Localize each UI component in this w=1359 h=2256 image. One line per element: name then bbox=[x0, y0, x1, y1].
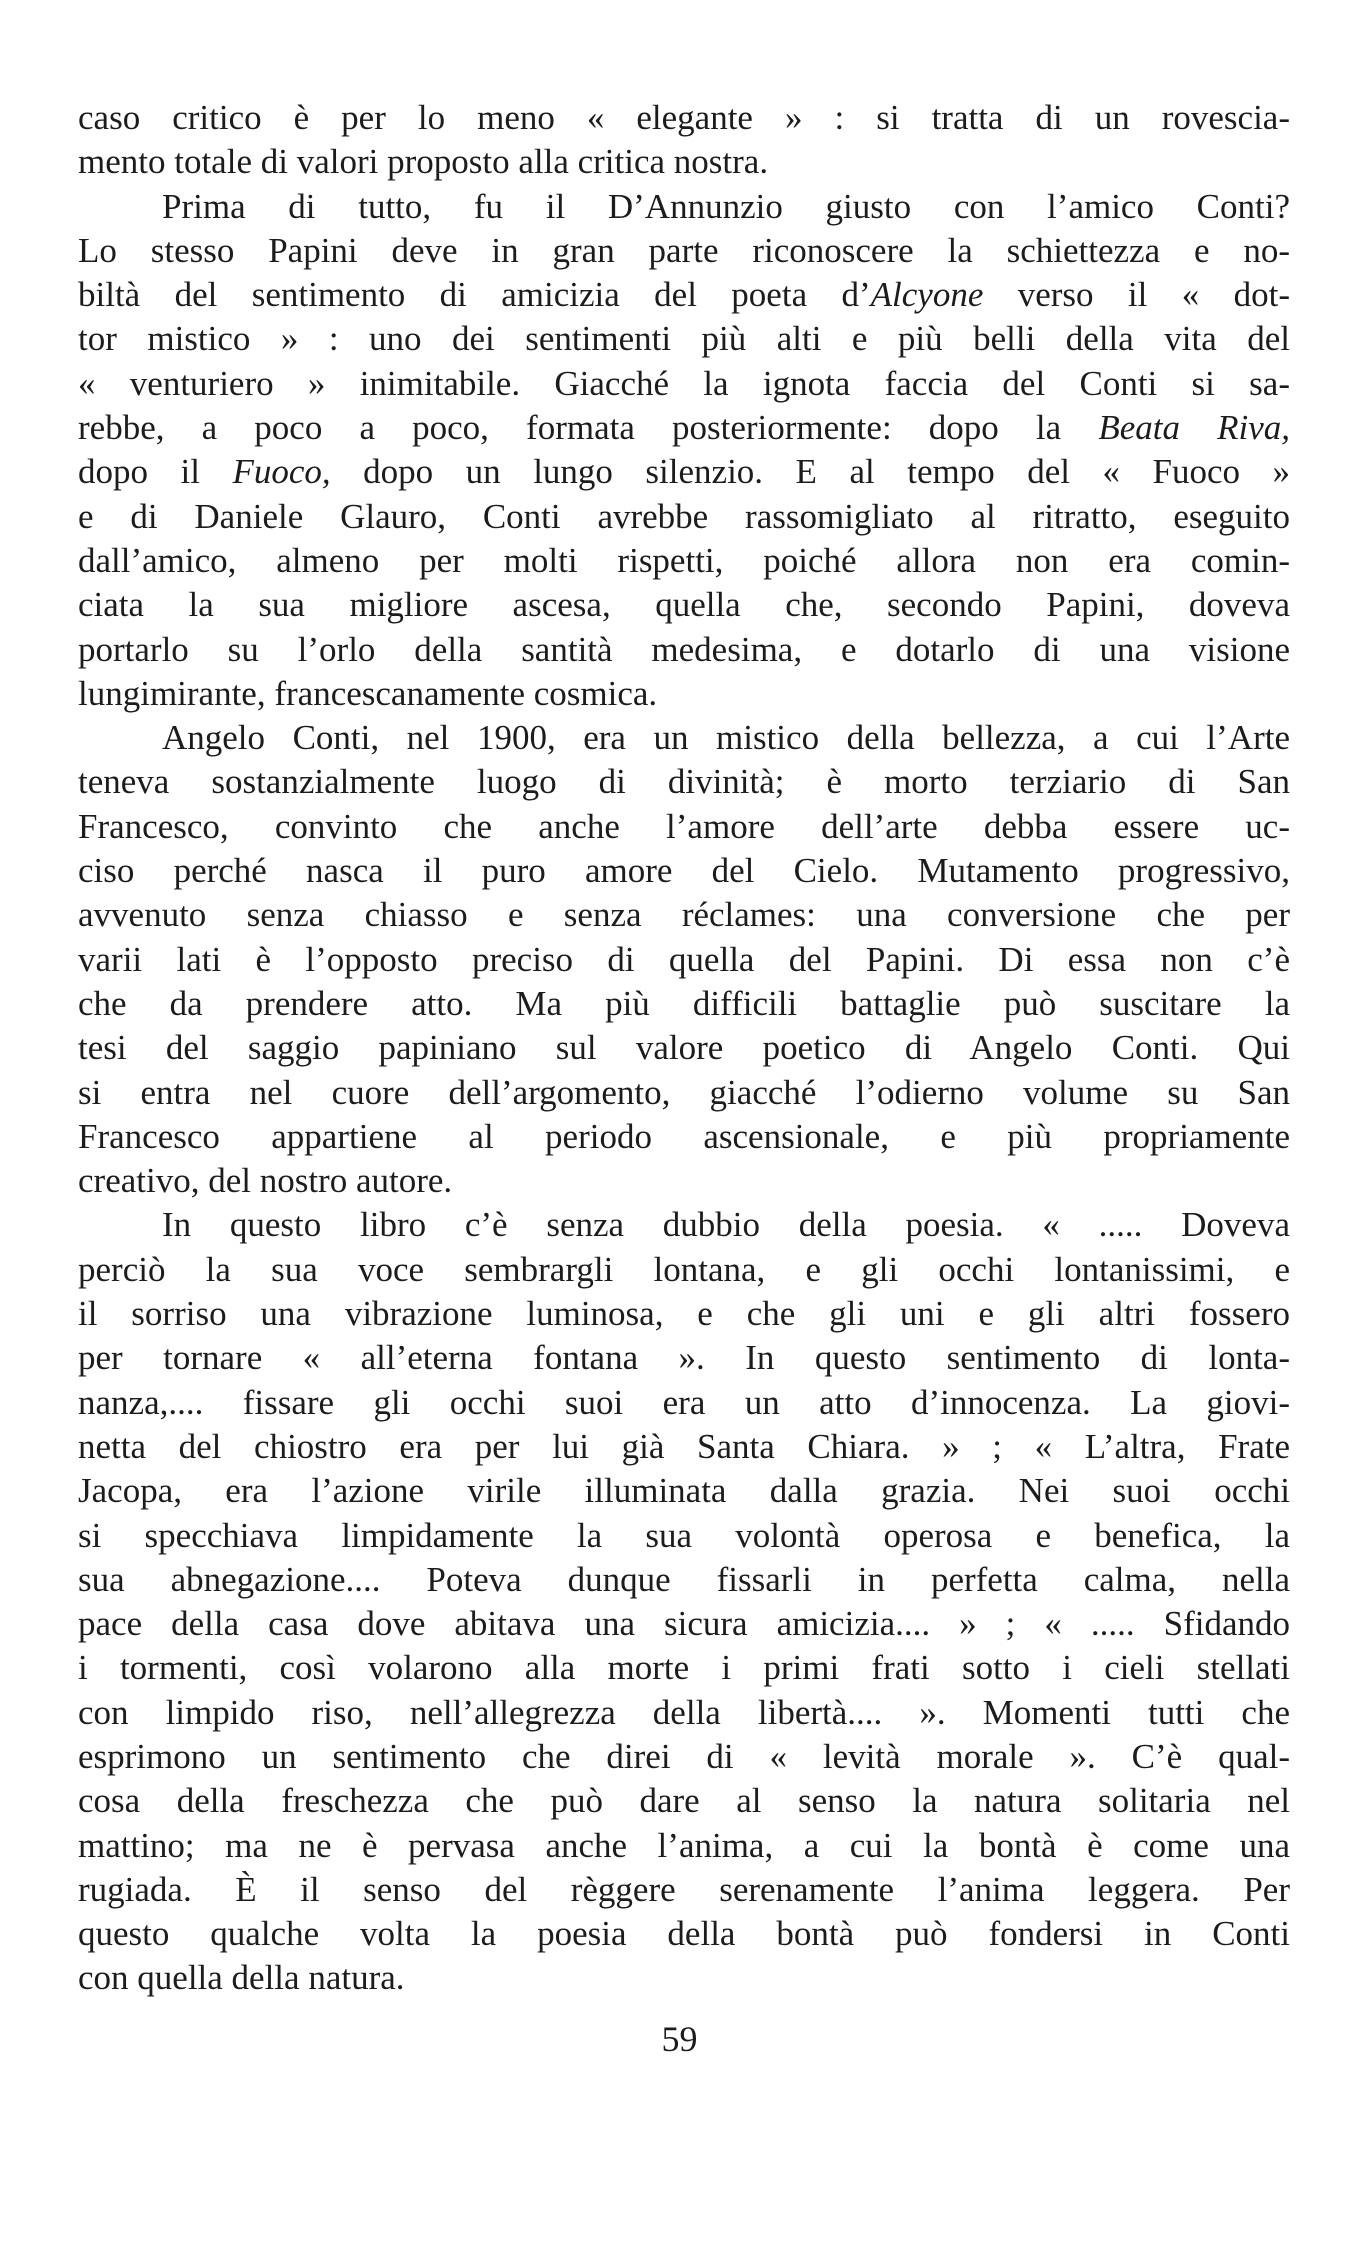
text-line: Francesco appartiene al periodo ascensionale, e più propriamente bbox=[78, 1116, 1290, 1156]
text-line: Prima di tutto, fu il D’Annunzio giusto con l’amico Conti? bbox=[162, 186, 1290, 226]
text-line: portarlo su l’orlo della santità medesima, e dotarlo di una visione bbox=[78, 629, 1290, 669]
text-line: si specchiava limpidamente la sua volontà operosa e benefica, la bbox=[78, 1515, 1290, 1555]
text-line: pace della casa dove abitava una sicura amicizia.... » ; « ..... Sfidando bbox=[78, 1604, 1290, 1644]
text-line: il sorriso una vibrazione luminosa, e che gli uni e gli altri fossero bbox=[78, 1294, 1290, 1334]
text-line: Francesco, convinto che anche l’amore dell’arte debba essere uc- bbox=[78, 806, 1290, 846]
text-line: tor mistico » : uno dei sentimenti più alti e più belli della vita del bbox=[78, 319, 1290, 359]
text-line: ciata la sua migliore ascesa, quella che, secondo Papini, doveva bbox=[78, 585, 1290, 625]
text-line: ciso perché nasca il puro amore del Cielo. Mutamento progressivo, bbox=[78, 851, 1290, 891]
text-line: i tormenti, così volarono alla morte i primi frati sotto i cieli stellati bbox=[78, 1648, 1290, 1688]
text-line: creativo, del nostro autore. bbox=[78, 1161, 453, 1201]
text-line: « venturiero » inimitabile. Giacché la ignota faccia del Conti si sa- bbox=[78, 363, 1290, 403]
text-line: perciò la sua voce sembrargli lontana, e gli occhi lontanissimi, e bbox=[78, 1249, 1290, 1289]
text-line: e di Daniele Glauro, Conti avrebbe rassomigliato al ritratto, eseguito bbox=[78, 496, 1290, 536]
text-line: tesi del saggio papiniano sul valore poetico di Angelo Conti. Qui bbox=[78, 1028, 1290, 1068]
text-line: con quella della natura. bbox=[78, 1958, 405, 1998]
text-line: In questo libro c’è senza dubbio della poesia. « ..... Doveva bbox=[162, 1205, 1290, 1245]
paragraph bbox=[78, 1203, 1290, 2000]
text-line: Jacopa, era l’azione virile illuminata dalla grazia. Nei suoi occhi bbox=[78, 1471, 1290, 1511]
text-line: caso critico è per lo meno « elegante » : si tratta di un rovescia- bbox=[78, 98, 1290, 137]
text-line: rugiada. È il senso del règgere serenamente l’anima leggera. Per bbox=[78, 1869, 1290, 1909]
text-line: avvenuto senza chiasso e senza réclames: una conversione che per bbox=[78, 895, 1290, 935]
text-line: si entra nel cuore dell’argomento, giacché l’odierno volume su San bbox=[78, 1072, 1290, 1112]
page-number: 59 bbox=[661, 2019, 698, 2059]
paragraph bbox=[78, 96, 1290, 185]
paragraph bbox=[78, 716, 1290, 1203]
text-line: per tornare « all’eterna fontana ». In questo sentimento di lonta- bbox=[78, 1338, 1290, 1378]
text-line: netta del chiostro era per lui già Santa Chiara. » ; « L’altra, Frate bbox=[78, 1426, 1290, 1466]
text-line: mattino; ma ne è pervasa anche l’anima, a cui la bontà è come una bbox=[78, 1825, 1290, 1865]
text-line: che da prendere atto. Ma più difficili battaglie può suscitare la bbox=[78, 983, 1290, 1023]
text-line: cosa della freschezza che può dare al senso la natura solitaria nel bbox=[78, 1781, 1290, 1821]
text-line: rebbe, a poco a poco, formata posteriormente: dopo la Beata Riva, bbox=[78, 408, 1291, 448]
text-line: lungimirante, francescanamente cosmica. bbox=[78, 673, 658, 713]
text-line: nanza,.... fissare gli occhi suoi era un atto d’innocenza. La giovi- bbox=[78, 1382, 1290, 1422]
text-line: Lo stesso Papini deve in gran parte riconoscere la schiettezza e no- bbox=[78, 230, 1290, 270]
text-line: dopo il Fuoco, dopo un lungo silenzio. E al tempo del « Fuoco » bbox=[78, 452, 1291, 492]
text-line: esprimono un sentimento che direi di « levità morale ». C’è qual- bbox=[78, 1736, 1290, 1776]
text-line: mento totale di valori proposto alla critica nostra. bbox=[78, 142, 769, 182]
text-line: dall’amico, almeno per molti rispetti, poiché allora non era comin- bbox=[78, 540, 1290, 580]
paragraph bbox=[78, 185, 1290, 717]
body-text bbox=[78, 96, 1290, 2001]
text-line: varii lati è l’opposto preciso di quella del Papini. Di essa non c’è bbox=[78, 939, 1290, 979]
text-line: con limpido riso, nell’allegrezza della libertà.... ». Momenti tutti che bbox=[78, 1692, 1290, 1732]
text-line: questo qualche volta la poesia della bontà può fondersi in Conti bbox=[78, 1914, 1290, 1954]
text-line: biltà del sentimento di amicizia del poeta d’Alcyone verso il « dot- bbox=[78, 275, 1290, 315]
text-line: Angelo Conti, nel 1900, era un mistico della bellezza, a cui l’Arte bbox=[162, 718, 1290, 758]
text-line: teneva sostanzialmente luogo di divinità; è morto terziario di San bbox=[78, 762, 1290, 802]
text-line: sua abnegazione.... Poteva dunque fissarli in perfetta calma, nella bbox=[78, 1559, 1290, 1599]
